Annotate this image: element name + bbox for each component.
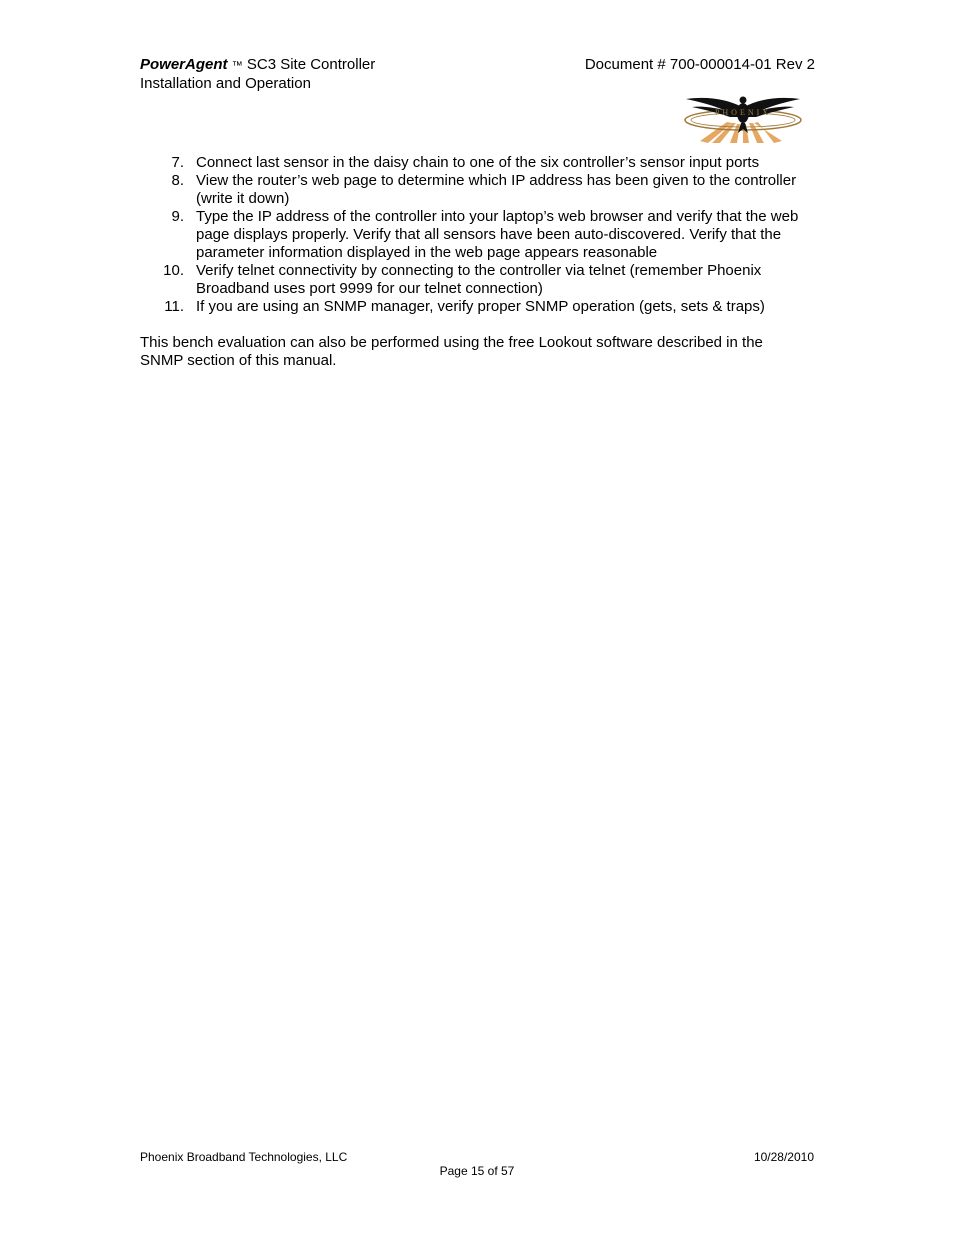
steps-list	[140, 154, 820, 316]
step-number: 11.	[164, 298, 184, 315]
phoenix-logo	[682, 93, 804, 143]
step-text: Connect last sensor in the daisy chain to one of the six controller’s sensor input ports	[196, 154, 760, 171]
list-item	[140, 298, 820, 316]
step-number: 10.	[163, 262, 184, 279]
brand-name: PowerAgent	[140, 56, 228, 73]
phoenix-bird-icon	[682, 93, 804, 143]
step-number: 7.	[171, 154, 184, 171]
list-item	[140, 172, 820, 208]
header-title	[140, 56, 375, 75]
product-name: SC3 Site Controller	[242, 56, 376, 73]
step-number: 8.	[171, 172, 184, 189]
header-subtitle: Installation and Operation	[140, 75, 311, 92]
step-text: If you are using an SNMP manager, verify proper SNMP operation (gets, sets & traps)	[196, 298, 765, 315]
document-number: Document # 700-000014-01 Rev 2	[584, 56, 815, 73]
step-text: View the router’s web page to determine which IP address has been given to the controller (write it down)	[196, 172, 797, 207]
footer-company: Phoenix Broadband Technologies, LLC	[140, 1150, 348, 1164]
logo-text: PHOENIX	[714, 108, 772, 117]
list-item	[140, 262, 820, 298]
list-item	[140, 154, 820, 172]
step-text: Type the IP address of the controller into your laptop’s web browser and verify that the web page displays properly. Verify that all sensors have been auto-discovered. Verify that the parameter information displayed in the web page appears reasonable	[196, 208, 799, 261]
list-item	[140, 208, 820, 262]
header-left	[140, 56, 375, 93]
step-text: Verify telnet connectivity by connecting to the controller via telnet (remember Phoenix Broadband uses port 9999 for our telnet connection)	[196, 262, 762, 297]
step-number: 9.	[171, 208, 184, 225]
footer-date: 10/28/2010	[753, 1150, 814, 1164]
page-number: Page 15 of 57	[439, 1164, 515, 1178]
trademark-symbol: ™	[231, 60, 243, 72]
body-paragraph: This bench evaluation can also be performed using the free Lookout software described in the SNMP section of this manual.	[140, 334, 763, 369]
